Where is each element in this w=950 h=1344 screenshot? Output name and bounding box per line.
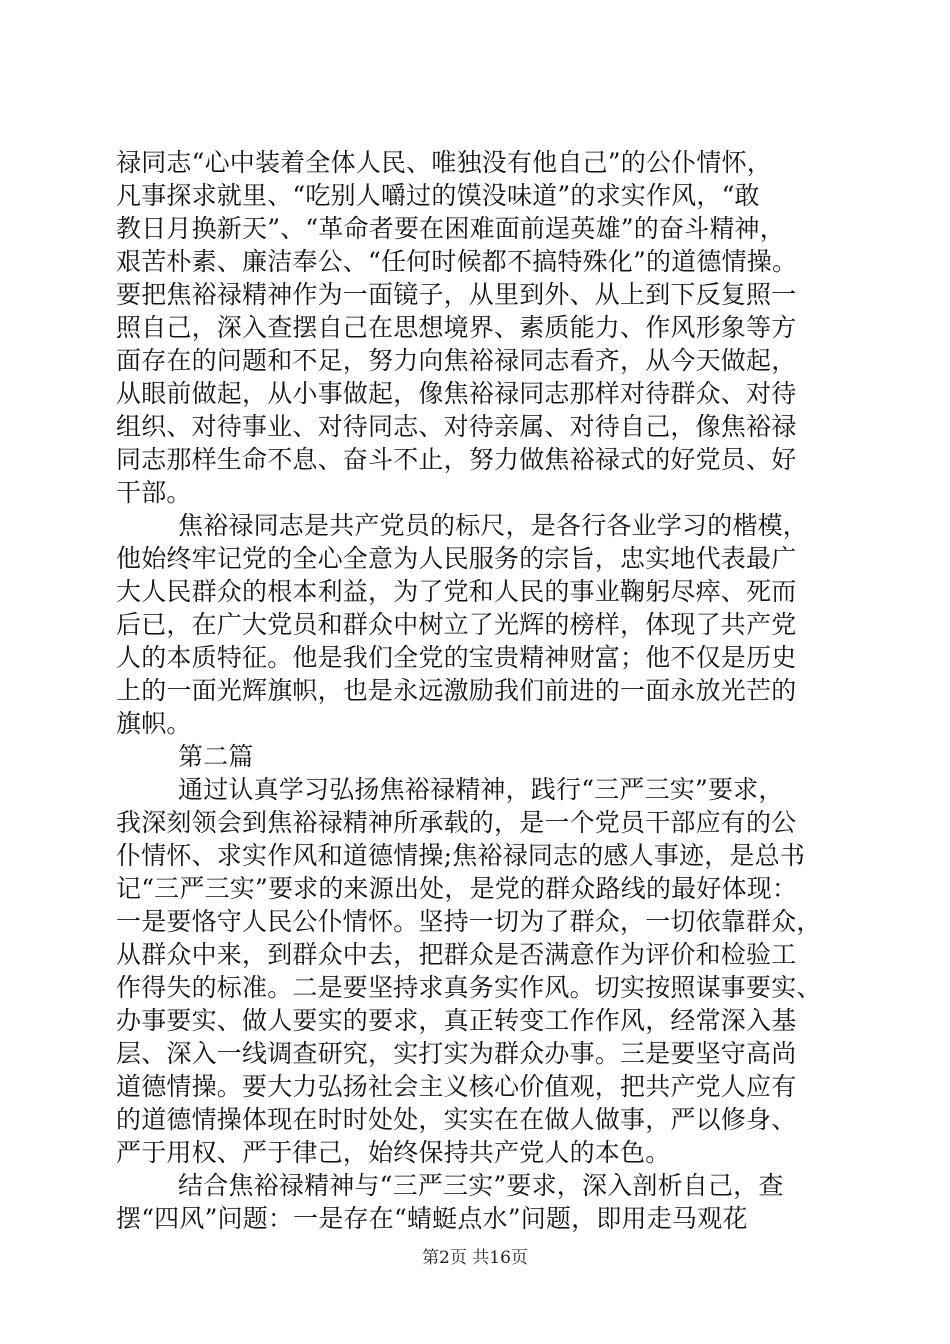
text-line: 照自己，深入查摆自己在思想境界、素质能力、作风形象等方: [116, 313, 797, 342]
text-line: 第二篇: [178, 742, 254, 771]
text-line: 凡事探求就里、“吃别人嚼过的馍没味道”的求实作风，“敢: [116, 181, 760, 210]
text-line: 作得失的标准。二是要坚持求真务实作风。切实按照谋事要实、: [116, 973, 822, 1002]
paragraph: [116, 740, 836, 773]
text-line: 干部。: [116, 478, 192, 507]
text-line: 通过认真学习弘扬焦裕禄精神，践行“三严三实”要求，: [178, 775, 784, 804]
text-line: 的道德情操体现在时时处处，实实在在做人做事，严以修身、: [116, 1105, 797, 1134]
text-line: 要把焦裕禄精神作为一面镜子，从里到外、从上到下反复照一: [116, 280, 797, 309]
text-line: 焦裕禄同志是共产党员的标尺，是各行各业学习的楷模，: [178, 511, 809, 540]
text-line: 道德情操。要大力弘扬社会主义核心价值观，把共产党人应有: [116, 1072, 797, 1101]
text-line: 从群众中来，到群众中去，把群众是否满意作为评价和检验工: [116, 940, 797, 969]
text-line: 严于用权、严于律己，始终保持共产党人的本色。: [116, 1138, 671, 1167]
text-line: 禄同志“心中装着全体人民、唯独没有他自己”的公仆情怀，: [116, 148, 772, 177]
paragraph: [116, 1169, 836, 1235]
text-line: 旗帜。: [116, 709, 192, 738]
text-line: 结合焦裕禄精神与“三严三实”要求，深入剖析自己，查: [178, 1171, 784, 1200]
paragraph: [116, 146, 836, 509]
text-line: 后已，在广大党员和群众中树立了光辉的榜样，体现了共产党: [116, 610, 797, 639]
text-line: 我深刻领会到焦裕禄精神所承载的，是一个党员干部应有的公: [116, 808, 797, 837]
page-footer: 第2页 共16页: [422, 1248, 528, 1268]
text-line: 摆“四风”问题：一是存在“蜻蜓点水”问题，即用走马观花: [116, 1204, 748, 1233]
paragraph: [116, 773, 836, 1169]
paragraph: [116, 509, 836, 740]
text-line: 一是要恪守人民公仆情怀。坚持一切为了群众，一切依靠群众，: [116, 907, 822, 936]
text-line: 教日月换新天”、“革命者要在困难面前逞英雄”的奋斗精神，: [116, 214, 785, 243]
text-line: 仆情怀、求实作风和道德情操;焦裕禄同志的感人事迹，是总书: [116, 841, 806, 870]
text-line: 大人民群众的根本利益，为了党和人民的事业鞠躬尽瘁、死而: [116, 577, 797, 606]
document-body: [116, 146, 836, 1235]
text-line: 从眼前做起，从小事做起，像焦裕禄同志那样对待群众、对待: [116, 379, 797, 408]
text-line: 组织、对待事业、对待同志、对待亲属、对待自己，像焦裕禄: [116, 412, 797, 441]
text-line: 层、深入一线调查研究，实打实为群众办事。三是要坚守高尚: [116, 1039, 797, 1068]
text-line: 面存在的问题和不足，努力向焦裕禄同志看齐，从今天做起，: [116, 346, 797, 375]
text-line: 艰苦朴素、廉洁奉公、“任何时候都不搞特殊化”的道德情操。: [116, 247, 798, 276]
text-line: 上的一面光辉旗帜，也是永远激励我们前进的一面永放光芒的: [116, 676, 797, 705]
text-line: 记“三严三实”要求的来源出处，是党的群众路线的最好体现：: [116, 874, 798, 903]
text-line: 他始终牢记党的全心全意为人民服务的宗旨，忠实地代表最广: [116, 544, 797, 573]
text-line: 同志那样生命不息、奋斗不止，努力做焦裕禄式的好党员、好: [116, 445, 797, 474]
text-line: 人的本质特征。他是我们全党的宝贵精神财富；他不仅是历史: [116, 643, 797, 672]
text-line: 办事要实、做人要实的要求，真正转变工作作风，经常深入基: [116, 1006, 797, 1035]
